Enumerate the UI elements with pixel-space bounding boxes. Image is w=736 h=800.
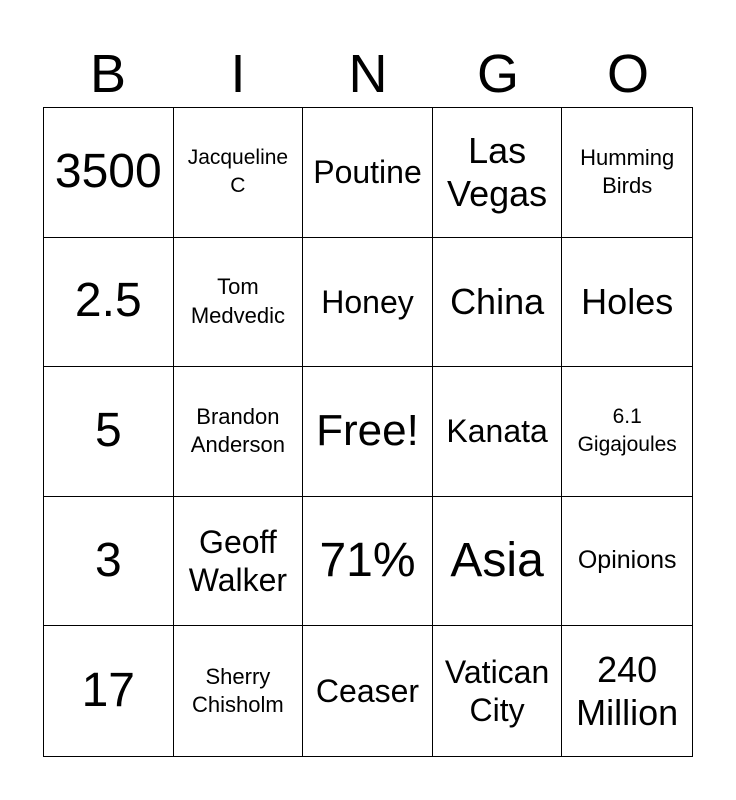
bingo-cell-r5-c4[interactable] [433,626,563,756]
bingo-cell-r2-c4[interactable] [433,238,563,368]
bingo-cell-r2-c2[interactable] [174,238,304,368]
bingo-cell-r1-c1[interactable] [44,108,174,238]
bingo-cell-r4-c3[interactable] [303,497,433,627]
cell-text: Poutine [313,154,422,191]
cell-text: Tom Medvedic [190,274,285,328]
cell-text: Humming Birds [580,144,675,199]
cell-text: 17 [81,663,135,717]
header-letter-i: I [230,44,246,104]
cell-text: 240 Million [576,649,679,734]
cell-text: 3500 [54,144,162,198]
bingo-cell-r1-c4[interactable] [433,108,563,238]
header-letter-b: B [89,44,127,104]
bingo-cell-r2-c5[interactable] [562,238,692,368]
cell-text: Kanata [446,413,548,450]
cell-text: Las Vegas [447,130,548,215]
cell-text: 3 [94,533,122,587]
cell-text: Jacqueline C [187,145,289,198]
header-letter-n: N [348,44,388,104]
cell-text: Holes [581,281,674,323]
cell-text: Asia [450,533,544,587]
bingo-board [43,107,693,757]
bingo-cell-r1-c2[interactable] [174,108,304,238]
cell-text: 5 [94,404,122,458]
bingo-cell-r5-c3[interactable] [303,626,433,756]
header-letter-g: G [476,44,519,104]
cell-text: Vatican City [444,653,550,729]
bingo-cell-r4-c4[interactable] [433,497,563,627]
cell-text: Opinions [577,546,677,575]
bingo-cell-r2-c1[interactable] [44,238,174,368]
bingo-header [43,40,693,108]
bingo-cell-r5-c5[interactable] [562,626,692,756]
cell-text: Brandon Anderson [190,403,285,458]
bingo-cell-r1-c3[interactable] [303,108,433,238]
bingo-cell-r3-c4[interactable] [433,367,563,497]
cell-text: Honey [321,283,414,320]
bingo-cell-r3-c1[interactable] [44,367,174,497]
cell-text: Ceaser [315,673,420,709]
cell-text: Free! [316,406,419,456]
header-letter-o: O [606,44,649,104]
bingo-cell-r3-c2[interactable] [174,367,304,497]
bingo-cell-r4-c5[interactable] [562,497,692,627]
cell-text: 6.1 Gigajoules [577,405,677,457]
bingo-cell-r3-c5[interactable] [562,367,692,497]
bingo-cell-r5-c2[interactable] [174,626,304,756]
bingo-cell-r2-c3[interactable] [303,238,433,368]
cell-text: 71% [319,533,416,587]
cell-text: 2.5 [74,274,142,328]
bingo-cell-r5-c1[interactable] [44,626,174,756]
cell-text: Geoff Walker [188,523,288,599]
bingo-cell-r4-c1[interactable] [44,497,174,627]
bingo-cell-r3-c3 free-space[interactable] [303,367,433,497]
bingo-cell-r4-c2[interactable] [174,497,304,627]
bingo-cell-r1-c5[interactable] [562,108,692,238]
cell-text: Sherry Chisholm [192,663,284,718]
cell-text: China [450,281,545,323]
